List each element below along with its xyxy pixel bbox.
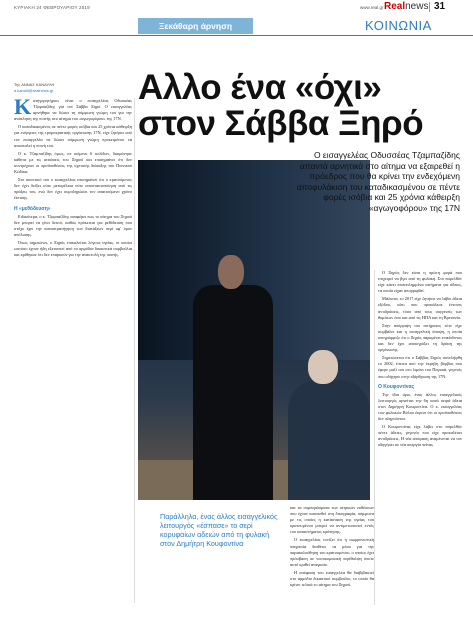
header-rule	[0, 35, 473, 36]
section-bands	[0, 18, 473, 36]
lead-paragraph: Κατηγορητήριο» είναι ο εισαγγελέας Οδυσσέας Τζαμπαζίδης για τον Σάββα Ξηρό. Ο εισαγγελέας αρνήθηκε να δώσει τη σύμφωνη γνώμη του για την ανάκληση της ποινής στο αίτημα του «αγωγοφόρου» της 17Ν.	[14, 98, 132, 122]
article-column-3	[290, 505, 374, 605]
page-header	[0, 0, 473, 18]
body-paragraph: Σημειώνεται ότι ο Σάββας Ξηρός συνελήφθη το 2002, έπειτα από την έκρηξη βόμβας που έφερε μαζί του στο λιμάνι του Πειραιά, γεγονός που οδήγησε στην εξάρθρωση της 17Ν.	[378, 355, 462, 379]
body-paragraph: Την ίδια ώρα, ένας άλλος εισαγγελικός λειτουργός αρνείται την 6η κατά σειρά άδεια στον Δημήτρη Κουφοντίνα. Ο κ. εισαγγελέας των φυλακών Βόλου έκρινε ότι οι προϋποθέσεις δεν πληρούνται.	[378, 391, 462, 422]
body-paragraph: Ο κ. Τζαμπαζίδης όμως, σε κείμενο 6 σελίδων, διαφώνησε κάθετα με τις αιτιάσεις του Ξηρού και επισημαίνει ότι δεν συντρέχουν οι προϋποθέσεις της σχετικής διάταξης του Ποινικού Κώδικα.	[14, 150, 132, 175]
article-column-4	[378, 270, 462, 605]
brand-part-a: Real	[384, 1, 406, 12]
dropcap: Κ	[14, 98, 32, 119]
crosshead-methodeusi: Η «μεθόδευση»	[14, 205, 51, 212]
byline: Της ΑΝΝΑΣ ΚΑΝΔΥΛΗ	[14, 82, 55, 87]
photo-police-officer	[288, 380, 370, 500]
crosshead-koufontinas: Ο Κουφοντίνας	[378, 383, 415, 390]
body-paragraph: Στο σκεπτικό του ο εισαγγελέας επισημαίνει ότι ο κρατούμενος δεν έχει δείξει ούτε μεταμέλεια ούτε αποστασιοποίηση από τις πράξεις του, ενώ δεν έχει συμπληρώσει τον απαιτούμενο χρόνο έκτισης.	[14, 177, 132, 201]
body-paragraph: Ειδικότερα, ο κ. Τζαμπαζίδης αναφέρει πως το αίτημα του Ξηρού δεν μπορεί να γίνει δεκτό, καθώς πρόκειται για μεθόδευση που στόχο έχει την καταστρατήγηση των διατάξεων περί υφ' όρον απόλυσης.	[14, 213, 132, 237]
headline-line-2: στον Σάββα Ξηρό	[138, 104, 424, 143]
body-paragraph: Ο καταδικασμένος σε πέντε φορές ισόβια και 25 χρόνια κάθειρξη για ενέργειες της τρομοκρατικής οργάνωσης 17Ν, είχε ζητήσει από τον εισαγγελέα να δώσει σύμφωνη γνώμη προκειμένου να ανασταλεί η ποινή του.	[14, 124, 132, 148]
body-paragraph: Μάλιστα, το 2017 είχε ζητήσει να λάβει άδεια εξόδου, κάτι που προκάλεσε έντονες αντιδράσεις, τόσο από τους συγγενείς των θυμάτων όσο και από τις ΗΠΑ και τη Βρετανία.	[378, 296, 462, 320]
column-separator	[134, 98, 135, 603]
body-paragraph: και τα συμπεράσματα των ιατρικών εκθέσεων που έχουν κατατεθεί στη δικογραφία, σύμφωνα με τις οποίες η κατάσταση της υγείας του κρατουμένου μπορεί να αντιμετωπιστεί εντός του καταστήματος κράτησης.	[290, 505, 374, 535]
body-paragraph: Στην απόρριψη του αιτήματος τότε είχε συμβάλει και η εισαγγελική άποψη, η οποία υπογράμμιζε ότι ο Ξηρός παραμένει επικίνδυνος και δεν έχει αποκηρύξει τη δράση της οργάνωσης.	[378, 322, 462, 353]
headline-line-1: Αλλο ένα «όχι»	[138, 68, 382, 107]
body-paragraph: Ο εισαγγελέας τονίζει ότι η σωφρονιστική υπηρεσία διαθέτει τα μέσα για την παρακολούθηση του κρατουμένου, ο οποίος έχει πρόσβαση σε νοσοκομειακή περίθαλψη όποτε αυτό κριθεί αναγκαίο.	[290, 537, 374, 567]
page-number: 31	[434, 1, 446, 12]
subtitle-band: Ξεκάθαρη άρνηση	[138, 18, 253, 34]
brand-part-b: news	[405, 1, 429, 12]
byline-email: a.kandili@realnews.gr	[14, 88, 54, 93]
column-separator	[374, 270, 375, 605]
section-title: ΚΟΙΝΩΝΙΑ	[365, 18, 432, 33]
article-column-1	[14, 98, 132, 603]
site-url: www.real.gr	[360, 5, 384, 10]
issue-date: ΚΥΡΙΑΚΗ 24 ΦΕΒΡΟΥΑΡΙΟΥ 2019	[14, 5, 90, 10]
pull-quote: Ο εισαγγελέας Οδυσσέας Τζαμπαζίδης απαντά αρνητικά στο αίτημα να εξαιρεθεί η πρόεδρος που θα κρίνει την ενδεχόμενη αποφυλάκιση του καταδικασμένου σε πέντε φορές ισόβια και 25 χρόνια κάθειρξη «αγωγοφόρου» της 17Ν	[296, 150, 460, 213]
body-paragraph: Η απόφαση του εισαγγελέα θα διαβιβαστεί στο αρμόδιο δικαστικό συμβούλιο, το οποίο θα κρίνει τελικά το αίτημα του Ξηρού.	[290, 569, 374, 588]
headline	[138, 70, 458, 142]
brand-logo	[384, 1, 428, 12]
photo-person-xiros	[193, 285, 273, 500]
body-paragraph: Όπως σημειώνει, ο Ξηρός επικαλείται λόγους υγείας, οι οποίοι ωστόσο έχουν ήδη εξεταστεί από τα αρμόδια δικαστικά συμβούλια και κρίθηκαν ότι δεν επαρκούν για την αναστολή της ποινής.	[14, 239, 132, 258]
body-paragraph: Ο Κουφοντίνας είχε λάβει στο παρελθόν πέντε άδειες, γεγονός που είχε προκαλέσει αντιδράσεις. Η νέα απόφαση αναμένεται να τον οδηγήσει σε νέα απεργία πείνας.	[378, 424, 462, 448]
photo-caption: Παράλληλα, ένας άλλος εισαγγελικός λειτουργός «έσπασε» το σερί κορυφαίων αδειών από τη φυλακή στον Δημήτρη Κουφοντίνα	[160, 512, 278, 548]
body-paragraph: Ο Ξηρός δεν είναι η πρώτη φορά που επιχειρεί να βγει από τη φυλακή. Στο παρελθόν είχε κάνει επανειλημμένα αιτήματα για άδειες, τα οποία είχαν απορριφθεί.	[378, 270, 462, 294]
